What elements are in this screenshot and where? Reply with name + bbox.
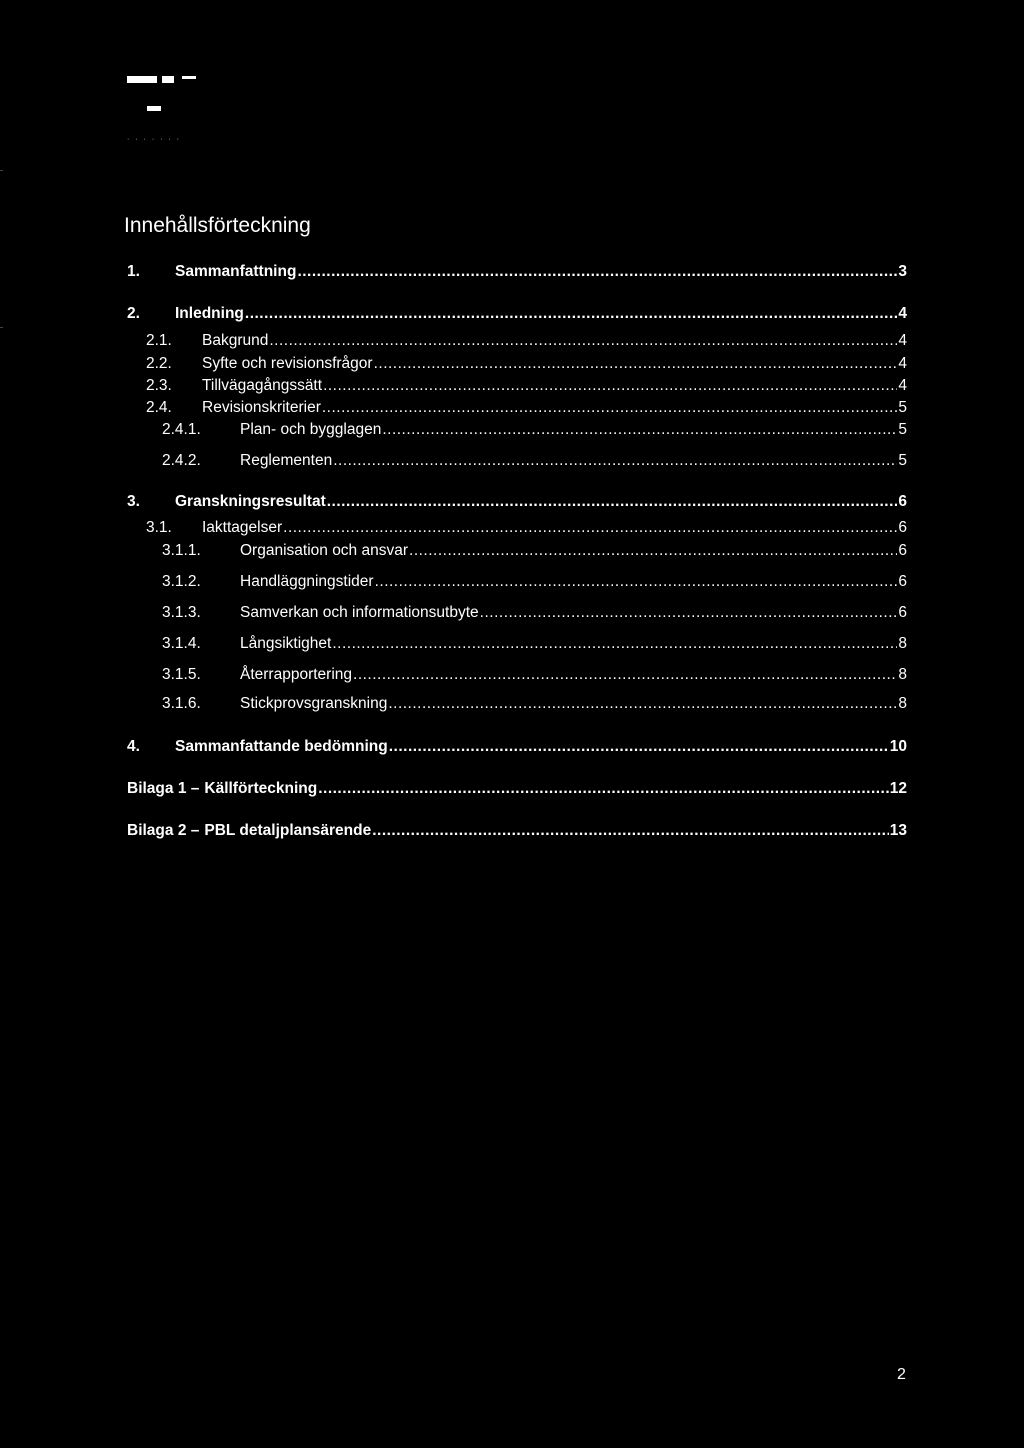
toc-leader-dots	[375, 572, 898, 592]
toc-entry-number: 2.3.	[146, 377, 172, 394]
toc-entry-label: Tillvägagångssätt	[202, 377, 323, 394]
toc-entry-label: Reglementen	[240, 452, 333, 469]
toc-entry-page: 6	[898, 519, 907, 536]
toc-leader-dots	[374, 354, 898, 374]
toc-entry-label: Återrapportering	[240, 666, 353, 683]
toc-entry-page: 10	[889, 738, 907, 755]
toc-leader-dots	[382, 420, 897, 440]
toc-entry-page: 6	[898, 493, 907, 510]
toc-entry-page: 5	[898, 452, 907, 469]
toc-entry-label: Bakgrund	[202, 332, 269, 349]
toc-leader-dots	[318, 779, 889, 799]
page-edge-mark	[0, 170, 3, 171]
toc-entry[interactable]	[127, 492, 907, 512]
toc-entry-page: 4	[898, 355, 907, 372]
toc-entry-page: 4	[898, 332, 907, 349]
toc-entry-label: Stickprovsgranskning	[240, 695, 388, 712]
toc-entry-page: 6	[898, 573, 907, 590]
toc-leader-dots	[480, 603, 898, 623]
toc-entry[interactable]	[162, 665, 907, 685]
toc-entry-label: PBL detaljplansärende	[204, 822, 372, 839]
toc-entry-label: Sammanfattande bedömning	[175, 738, 388, 755]
toc-entry-number: 4.	[127, 738, 140, 755]
toc-leader-dots	[322, 398, 898, 418]
toc-leader-dots	[389, 737, 889, 757]
toc-leader-dots	[388, 694, 897, 714]
toc-entry-label: Långsiktighet	[240, 635, 332, 652]
toc-entry[interactable]	[127, 737, 907, 757]
toc-entry-number: 2.4.	[146, 399, 172, 416]
toc-entry-number: 3.1.4.	[162, 635, 201, 652]
toc-entry-page: 8	[898, 666, 907, 683]
toc-entry-page: 8	[898, 695, 907, 712]
toc-leader-dots	[353, 665, 897, 685]
toc-entry-number: 2.1.	[146, 332, 172, 349]
toc-entry-label: Källförteckning	[204, 780, 318, 797]
toc-entry-label: Syfte och revisionsfrågor	[202, 355, 373, 372]
toc-entry-page: 4	[898, 305, 907, 322]
toc-entry-page: 3	[898, 263, 907, 280]
toc-entry-number: 3.	[127, 493, 140, 510]
toc-entry-page: 8	[898, 635, 907, 652]
toc-entry-page: 12	[889, 780, 907, 797]
toc-leader-dots	[323, 376, 897, 396]
toc-entry-number: 3.1.2.	[162, 573, 201, 590]
toc-title: Innehållsförteckning	[124, 214, 311, 237]
page-edge-mark	[0, 327, 3, 328]
toc-entry[interactable]	[162, 572, 907, 592]
toc-leader-dots	[283, 518, 897, 538]
toc-entry-number: 3.1.1.	[162, 542, 201, 559]
toc-entry-page: 6	[898, 604, 907, 621]
toc-entry-number: Bilaga 2 –	[127, 822, 200, 839]
toc-entry[interactable]	[146, 376, 907, 396]
toc-leader-dots	[269, 331, 897, 351]
toc-entry[interactable]	[146, 398, 907, 418]
toc-entry-page: 5	[898, 399, 907, 416]
company-logo: · · · · · · ·	[127, 76, 207, 146]
toc-entry-label: Sammanfattning	[175, 263, 297, 280]
toc-leader-dots	[297, 262, 897, 282]
toc-entry[interactable]	[162, 420, 907, 440]
toc-entry-number: 2.4.1.	[162, 421, 201, 438]
toc-entry-number: 1.	[127, 263, 140, 280]
toc-entry-number: 2.	[127, 305, 140, 322]
toc-entry-number: 3.1.5.	[162, 666, 201, 683]
toc-entry[interactable]	[162, 541, 907, 561]
toc-entry[interactable]	[127, 821, 907, 841]
toc-entry-label: Iakttagelser	[202, 519, 283, 536]
toc-entry[interactable]	[146, 331, 907, 351]
toc-entry-number: 2.2.	[146, 355, 172, 372]
toc-entry-page: 5	[898, 421, 907, 438]
toc-entry-page: 13	[889, 822, 907, 839]
page-number: 2	[897, 1366, 906, 1383]
toc-leader-dots	[245, 304, 897, 324]
toc-entry-number: 2.4.2.	[162, 452, 201, 469]
toc-entry[interactable]	[146, 354, 907, 374]
toc-entry-label: Organisation och ansvar	[240, 542, 409, 559]
toc-entry-label: Samverkan och informationsutbyte	[240, 604, 479, 621]
toc-entry[interactable]	[127, 779, 907, 799]
toc-leader-dots	[372, 821, 889, 841]
toc-entry[interactable]	[162, 603, 907, 623]
toc-entry-page: 6	[898, 542, 907, 559]
toc-entry-number: 3.1.	[146, 519, 172, 536]
toc-entry[interactable]	[127, 304, 907, 324]
toc-entry-label: Granskningsresultat	[175, 493, 326, 510]
toc-entry-label: Plan- och bygglagen	[240, 421, 382, 438]
toc-entry-label: Revisionskriterier	[202, 399, 321, 416]
toc-leader-dots	[409, 541, 897, 561]
toc-entry[interactable]	[162, 694, 907, 714]
toc-entry-page: 4	[898, 377, 907, 394]
toc-entry-number: 3.1.3.	[162, 604, 201, 621]
toc-entry[interactable]	[162, 634, 907, 654]
toc-leader-dots	[327, 492, 898, 512]
toc-entry-label: Inledning	[175, 305, 244, 322]
toc-leader-dots	[332, 634, 897, 654]
toc-entry[interactable]	[127, 262, 907, 282]
toc-leader-dots	[333, 451, 897, 471]
toc-entry-label: Handläggningstider	[240, 573, 374, 590]
toc-entry[interactable]	[162, 451, 907, 471]
toc-entry-number: 3.1.6.	[162, 695, 201, 712]
toc-entry[interactable]	[146, 518, 907, 538]
toc-entry-number: Bilaga 1 –	[127, 780, 200, 797]
